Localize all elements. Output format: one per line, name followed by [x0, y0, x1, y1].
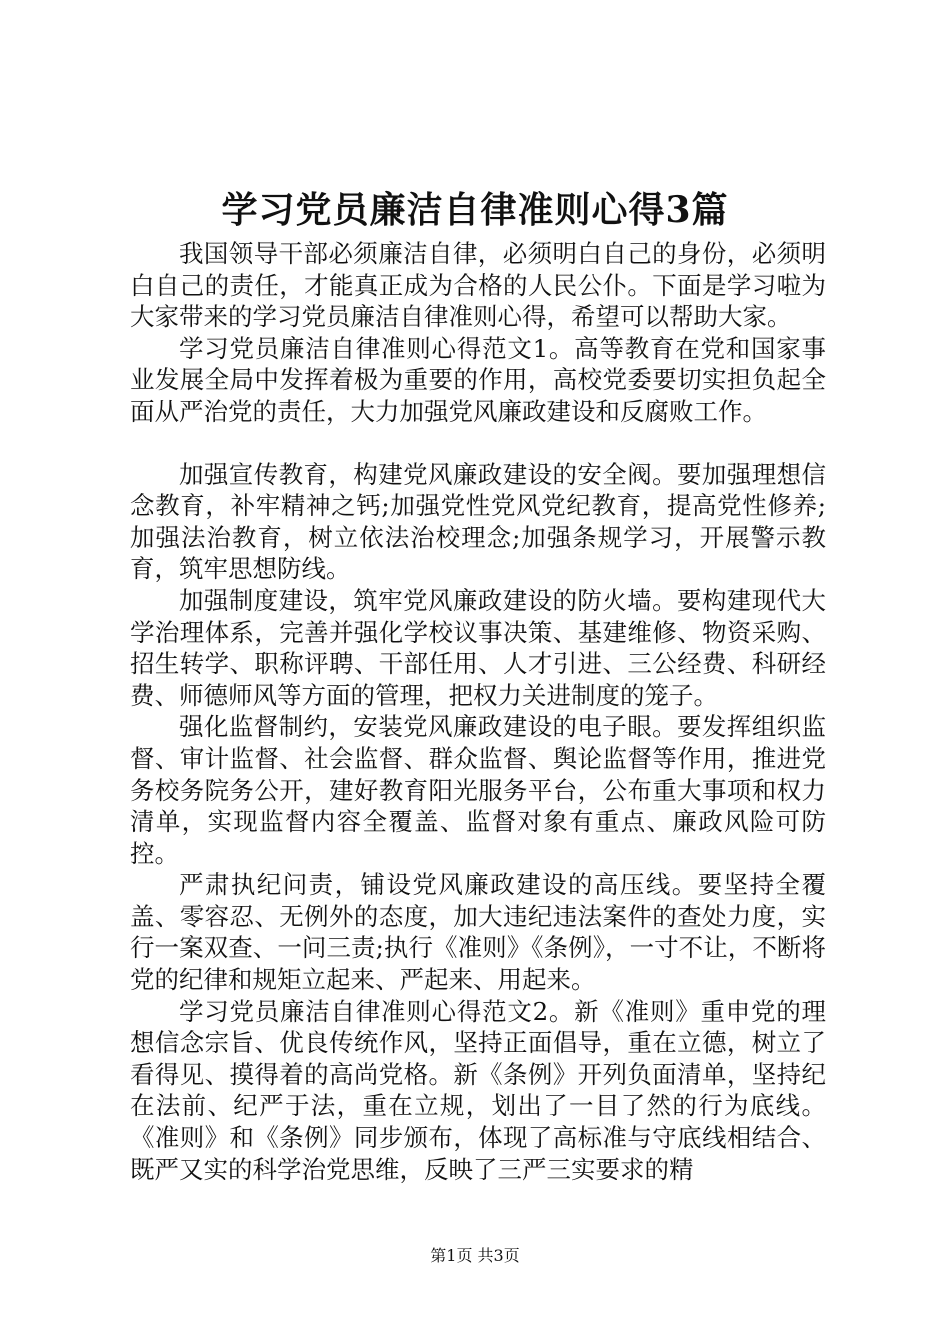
- document-body: [130, 238, 826, 1185]
- paragraph-discipline: 严肃执纪问责，铺设党风廉政建设的高压线。要坚持全覆盖、零容忍、无例外的态度，加大违纪违法案件的查处力度，实行一案双查、一问三责;执行《准则》《条例》，一寸不让，不断将党的纪律和规矩立起来、严起来、用起来。: [130, 870, 826, 995]
- paragraph-system: 加强制度建设，筑牢党风廉政建设的防火墙。要构建现代大学治理体系，完善并强化学校议事决策、基建维修、物资采购、招生转学、职称评聘、干部任用、人才引进、三公经费、科研经费、师德师风等方面的管理，把权力关进制度的笼子。: [130, 585, 826, 710]
- page-number-footer: 第1页 共3页: [430, 1246, 520, 1265]
- paragraph-sample-2: 学习党员廉洁自律准则心得范文2。新《准则》重申党的理想信念宗旨、优良传统作风，坚持正面倡导，重在立德，树立了看得见、摸得着的高尚党格。新《条例》开列负面清单，坚持纪在法前、纪严于法，重在立规，划出了一目了然的行为底线。《准则》和《条例》同步颁布，体现了高标准与守底线相结合、既严又实的科学治党思维，反映了三严三实要求的精: [130, 996, 826, 1184]
- paragraph-education: 加强宣传教育，构建党风廉政建设的安全阀。要加强理想信念教育，补牢精神之钙;加强党性党风党纪教育，提高党性修养;加强法治教育，树立依法治校理念;加强条规学习，开展警示教育，筑牢思想防线。: [130, 459, 826, 584]
- paragraph-supervision: 强化监督制约，安装党风廉政建设的电子眼。要发挥组织监督、审计监督、社会监督、群众监督、舆论监督等作用，推进党务校务院务公开，建好教育阳光服务平台，公布重大事项和权力清单，实现监督内容全覆盖、监督对象有重点、廉政风险可防控。: [130, 712, 826, 868]
- document-title: 学习党员廉洁自律准则心得3篇: [221, 189, 729, 231]
- paragraph-sample-1: 学习党员廉洁自律准则心得范文1。高等教育在党和国家事业发展全局中发挥着极为重要的作用，高校党委要切实担负起全面从严治党的责任，大力加强党风廉政建设和反腐败工作。: [130, 333, 826, 426]
- paragraph-intro: 我国领导干部必须廉洁自律，必须明白自己的身份，必须明白自己的责任，才能真正成为合格的人民公仆。下面是学习啦为大家带来的学习党员廉洁自律准则心得，希望可以帮助大家。: [130, 239, 826, 332]
